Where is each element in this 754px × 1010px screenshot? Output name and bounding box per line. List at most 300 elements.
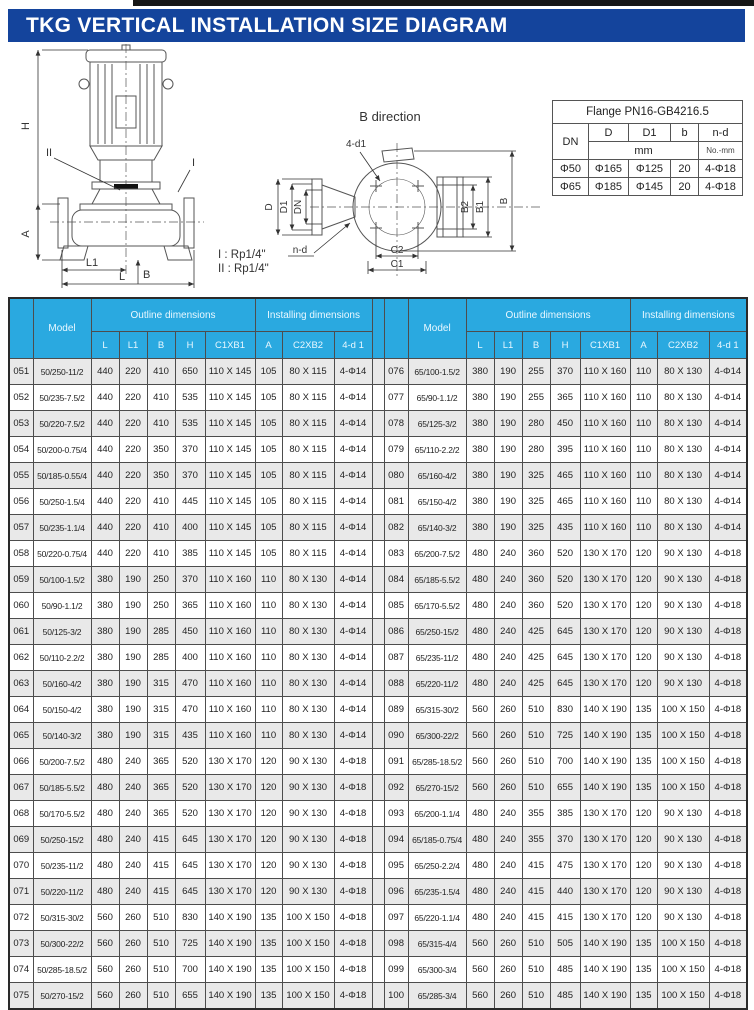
dim-l1: 220 [119,489,147,515]
dim-b: 510 [147,957,175,983]
table-gap-cell [372,671,384,697]
dim-a: 120 [630,853,657,879]
dim-l: 480 [466,567,494,593]
dim-l: 380 [466,359,494,385]
dim-a: 105 [255,515,282,541]
model-cell: 50/250-1.5/4 [33,489,91,515]
dim-4d1: 4-Φ18 [709,723,747,749]
dim-c1xb1: 130 X 170 [580,593,630,619]
model-cell: 65/125-3/2 [408,411,466,437]
dim-c2xb2: 80 X 130 [657,385,709,411]
dim-a: 110 [255,723,282,749]
model-cell: 65/220-11/2 [408,671,466,697]
dim-c1xb1: 140 X 190 [580,983,630,1010]
row-no: 074 [9,957,33,983]
dim-b: 350 [147,437,175,463]
table-row [9,983,747,1010]
dim-l: 560 [91,957,119,983]
dim-l: 480 [91,853,119,879]
dim-l1: 240 [494,645,522,671]
dim-4d1: 4-Φ14 [334,567,372,593]
dim-l: 380 [91,723,119,749]
table-gap-cell [372,619,384,645]
row-no: 078 [384,411,408,437]
dim-b: 415 [147,853,175,879]
dim-c2xb2: 90 X 130 [657,541,709,567]
table-gap-cell [372,853,384,879]
model-cell: 50/220-0.75/4 [33,541,91,567]
dim-b: 315 [147,723,175,749]
dim-4d1: 4-Φ18 [709,749,747,775]
model-cell: 50/285-18.5/2 [33,957,91,983]
pump-front-view-drawing [8,44,240,296]
dim-l1: 260 [119,905,147,931]
dim-h: 370 [175,437,205,463]
dim-c1xb1: 130 X 170 [580,879,630,905]
flange-col-d: D [589,124,629,142]
row-no: 095 [384,853,408,879]
dim-b: 325 [522,463,550,489]
dim-b: 365 [147,775,175,801]
dim-h: 470 [175,671,205,697]
dim-c1xb1: 140 X 190 [580,723,630,749]
dim-b: 315 [147,671,175,697]
subcol-h-header: H [175,332,205,359]
dim-l: 480 [466,593,494,619]
dim-c1xb1: 110 X 160 [205,593,255,619]
subcol-b-header: B [147,332,175,359]
dim-c2xb2: 80 X 130 [282,619,334,645]
dim-c1xb1: 130 X 170 [580,567,630,593]
dim-l1: 240 [494,853,522,879]
dim-c2xb2: 90 X 130 [657,567,709,593]
flange-col-d1: D1 [629,124,671,142]
dim-b: 410 [147,541,175,567]
dim-a: 110 [630,489,657,515]
dim-l: 480 [91,801,119,827]
flange-d-value: Φ185 [589,178,629,196]
port-label-i: I [192,157,196,169]
dim-4d1: 4-Φ14 [709,489,747,515]
label-c1: C1 [390,259,404,270]
dim-c2xb2: 80 X 130 [657,359,709,385]
dim-l1: 220 [119,411,147,437]
subcol-c2xb2-header: C2XB2 [282,332,334,359]
row-no: 053 [9,411,33,437]
dim-4d1: 4-Φ18 [709,645,747,671]
installing-dimensions-header: Installing dimensions [255,298,372,332]
flange-nd-value: 4-Φ18 [699,178,743,196]
row-no: 077 [384,385,408,411]
row-no: 080 [384,463,408,489]
dim-c1xb1: 110 X 145 [205,541,255,567]
dim-c1xb1: 110 X 160 [580,437,630,463]
table-row [9,801,747,827]
dim-h: 435 [175,723,205,749]
dim-a: 135 [255,931,282,957]
dim-c2xb2: 80 X 115 [282,489,334,515]
model-cell: 50/220-7.5/2 [33,411,91,437]
row-no: 051 [9,359,33,385]
dim-l1: 240 [119,775,147,801]
dim-c1xb1: 110 X 145 [205,411,255,437]
label-dn: DN [293,199,304,215]
table-row [9,749,747,775]
dim-c2xb2: 100 X 150 [657,697,709,723]
top-dark-strip [133,0,754,6]
dim-b: 255 [522,359,550,385]
dim-a: 120 [630,619,657,645]
model-cell: 65/270-15/2 [408,775,466,801]
dim-l1: 240 [119,879,147,905]
outline-dimensions-header: Outline dimensions [466,298,630,332]
dim-c2xb2: 100 X 150 [282,957,334,983]
dim-c1xb1: 130 X 170 [580,801,630,827]
dim-4d1: 4-Φ18 [334,983,372,1010]
installing-dimensions-header: Installing dimensions [630,298,747,332]
dim-a: 110 [630,463,657,489]
dim-l1: 240 [494,801,522,827]
table-gap-cell [372,749,384,775]
dim-l: 380 [91,645,119,671]
row-no: 100 [384,983,408,1010]
dim-a: 135 [255,905,282,931]
row-no: 066 [9,749,33,775]
row-no-header [9,298,33,359]
model-cell: 65/285-18.5/2 [408,749,466,775]
dim-h: 700 [175,957,205,983]
dim-b: 410 [147,359,175,385]
table-row [9,593,747,619]
dim-a: 110 [630,411,657,437]
dim-b: 510 [522,749,550,775]
dim-c1xb1: 110 X 145 [205,385,255,411]
row-no: 098 [384,931,408,957]
model-cell: 65/315-30/2 [408,697,466,723]
dim-l: 560 [466,697,494,723]
model-cell: 65/185-0.75/4 [408,827,466,853]
table-gap-cell [372,437,384,463]
dim-4d1: 4-Φ14 [334,515,372,541]
model-cell: 50/200-0.75/4 [33,437,91,463]
dim-b: 410 [147,515,175,541]
dim-c2xb2: 100 X 150 [282,905,334,931]
dim-b: 255 [522,385,550,411]
dim-c2xb2: 80 X 115 [282,385,334,411]
dim-c1xb1: 140 X 190 [580,749,630,775]
dim-a: 120 [630,879,657,905]
dim-h: 645 [550,645,580,671]
dim-b: 415 [147,879,175,905]
dim-4d1: 4-Φ18 [709,801,747,827]
table-row [9,853,747,879]
dim-h: 650 [175,359,205,385]
dim-l1: 260 [494,931,522,957]
dim-c2xb2: 100 X 150 [657,957,709,983]
dim-c2xb2: 90 X 130 [282,879,334,905]
dim-label-l: L [118,271,126,283]
dim-h: 465 [550,463,580,489]
dim-c2xb2: 100 X 150 [282,983,334,1010]
table-gap-cell [372,775,384,801]
dim-a: 105 [255,437,282,463]
dim-4d1: 4-Φ14 [334,593,372,619]
table-gap-cell [372,515,384,541]
row-no: 062 [9,645,33,671]
dim-b: 425 [522,619,550,645]
outline-dimensions-header: Outline dimensions [91,298,255,332]
row-no: 056 [9,489,33,515]
model-header: Model [408,298,466,359]
dim-4d1: 4-Φ14 [334,645,372,671]
dim-c1xb1: 110 X 160 [580,489,630,515]
subcol-c1xb1-header: C1XB1 [205,332,255,359]
dim-l: 440 [91,541,119,567]
dim-b: 510 [522,957,550,983]
dim-h: 435 [550,515,580,541]
row-no: 057 [9,515,33,541]
table-gap-cell [372,645,384,671]
dim-h: 645 [550,671,580,697]
table-gap-cell [372,541,384,567]
dim-l1: 190 [119,645,147,671]
dim-a: 105 [255,489,282,515]
dim-a: 120 [630,567,657,593]
model-cell: 65/315-4/4 [408,931,466,957]
dim-l: 480 [466,905,494,931]
dim-c2xb2: 90 X 130 [657,905,709,931]
dim-4d1: 4-Φ18 [334,827,372,853]
dim-4d1: 4-Φ14 [334,671,372,697]
model-cell: 50/110-2.2/2 [33,645,91,671]
dim-b: 280 [522,411,550,437]
dim-c1xb1: 130 X 170 [580,671,630,697]
dim-l: 380 [466,411,494,437]
dim-l1: 190 [494,515,522,541]
dim-c1xb1: 110 X 145 [205,359,255,385]
dim-l: 560 [466,723,494,749]
row-no: 075 [9,983,33,1010]
dim-l1: 190 [119,723,147,749]
note-port-i: I : Rp1/4" [218,249,266,261]
dim-4d1: 4-Φ14 [709,515,747,541]
model-cell: 65/300-22/2 [408,723,466,749]
dim-4d1: 4-Φ18 [709,957,747,983]
dim-h: 365 [175,593,205,619]
dim-c1xb1: 130 X 170 [205,749,255,775]
subcol-4d1-header: 4-d 1 [334,332,372,359]
dim-c1xb1: 130 X 170 [205,879,255,905]
row-no: 081 [384,489,408,515]
b-direction-drawing [230,95,552,287]
dim-h: 400 [175,515,205,541]
dim-l: 440 [91,385,119,411]
dim-4d1: 4-Φ18 [709,827,747,853]
dim-l: 480 [466,619,494,645]
dim-4d1: 4-Φ14 [334,359,372,385]
dim-c1xb1: 110 X 160 [580,359,630,385]
dim-a: 135 [255,957,282,983]
model-cell: 65/160-4/2 [408,463,466,489]
dim-b: 415 [522,905,550,931]
port-thread-notes [218,248,269,276]
dim-l1: 190 [119,567,147,593]
table-row [9,463,747,489]
dim-a: 110 [255,593,282,619]
dim-4d1: 4-Φ18 [334,775,372,801]
dim-a: 120 [255,749,282,775]
row-no: 070 [9,853,33,879]
dim-c2xb2: 90 X 130 [282,827,334,853]
dim-l1: 240 [119,853,147,879]
row-no: 054 [9,437,33,463]
dim-b: 280 [522,437,550,463]
dim-c1xb1: 130 X 170 [205,853,255,879]
dim-c2xb2: 90 X 130 [657,671,709,697]
label-n-d: n-d [292,245,308,256]
dim-c1xb1: 110 X 145 [205,437,255,463]
dim-c2xb2: 100 X 150 [657,749,709,775]
dim-a: 110 [255,567,282,593]
dim-4d1: 4-Φ18 [334,905,372,931]
model-cell: 50/200-7.5/2 [33,749,91,775]
flange-col-nd: n-d [699,124,743,142]
dim-c2xb2: 90 X 130 [657,619,709,645]
flange-d1-value: Φ145 [629,178,671,196]
dim-h: 520 [550,567,580,593]
dim-l: 380 [91,697,119,723]
dim-c1xb1: 130 X 170 [580,541,630,567]
model-cell: 65/140-3/2 [408,515,466,541]
table-row [9,827,747,853]
dim-c1xb1: 140 X 190 [205,983,255,1010]
dim-b: 410 [147,489,175,515]
flange-b-value: 20 [671,178,699,196]
dim-a: 135 [630,697,657,723]
dim-4d1: 4-Φ18 [709,541,747,567]
table-gap-cell [372,359,384,385]
dim-c1xb1: 110 X 160 [205,697,255,723]
flange-col-dn: DN [553,124,589,160]
dim-h: 440 [550,879,580,905]
dim-c2xb2: 80 X 130 [282,697,334,723]
dim-h: 645 [175,853,205,879]
dim-a: 110 [255,619,282,645]
row-no: 086 [384,619,408,645]
port-label-ii: II [46,147,53,159]
dim-h: 445 [175,489,205,515]
model-cell: 65/250-2.2/4 [408,853,466,879]
dim-h: 400 [175,645,205,671]
table-gap-cell [372,827,384,853]
dim-a: 135 [255,983,282,1010]
label-b2: B2 [460,200,471,214]
flange-unit-no-mm: No.-mm [699,142,743,160]
dim-a: 110 [630,385,657,411]
dim-4d1: 4-Φ14 [334,437,372,463]
table-row [9,359,747,385]
dim-a: 110 [255,697,282,723]
dim-l: 380 [91,671,119,697]
dim-h: 520 [550,593,580,619]
dim-l: 560 [466,775,494,801]
row-no: 089 [384,697,408,723]
dim-a: 120 [630,801,657,827]
dim-a: 120 [630,593,657,619]
dim-c1xb1: 130 X 170 [205,827,255,853]
dim-c2xb2: 80 X 130 [282,567,334,593]
table-row [9,957,747,983]
dim-a: 110 [255,645,282,671]
dim-b: 360 [522,567,550,593]
dim-4d1: 4-Φ18 [334,749,372,775]
dim-h: 645 [550,619,580,645]
dim-l1: 240 [494,879,522,905]
dim-label-l1: L1 [85,257,99,269]
dim-b: 355 [522,827,550,853]
row-no: 091 [384,749,408,775]
row-no: 061 [9,619,33,645]
dim-l: 480 [91,749,119,775]
row-no: 058 [9,541,33,567]
subcol-b-header: B [522,332,550,359]
dim-l1: 190 [494,489,522,515]
dim-l1: 240 [494,541,522,567]
dim-a: 135 [630,775,657,801]
dim-c1xb1: 140 X 190 [205,931,255,957]
flange-table-title: Flange PN16-GB4216.5 [553,101,743,124]
dim-b: 285 [147,645,175,671]
table-gap-cell [372,879,384,905]
row-no: 076 [384,359,408,385]
row-no: 069 [9,827,33,853]
dim-c1xb1: 130 X 170 [205,801,255,827]
row-no: 071 [9,879,33,905]
dim-4d1: 4-Φ14 [709,463,747,489]
model-cell: 50/185-5.5/2 [33,775,91,801]
dim-l1: 190 [119,593,147,619]
dim-l1: 190 [494,437,522,463]
table-row [9,385,747,411]
dim-4d1: 4-Φ18 [709,905,747,931]
dim-l: 380 [91,593,119,619]
dim-b: 250 [147,593,175,619]
dim-a: 105 [255,411,282,437]
dim-l: 440 [91,463,119,489]
table-row [9,723,747,749]
table-row [9,775,747,801]
table-gap-cell [372,957,384,983]
flange-nd-value: 4-Φ18 [699,160,743,178]
model-cell: 50/300-22/2 [33,931,91,957]
dim-c1xb1: 130 X 170 [205,775,255,801]
dim-h: 485 [550,957,580,983]
dim-c1xb1: 110 X 160 [580,411,630,437]
row-no: 084 [384,567,408,593]
dim-c1xb1: 110 X 160 [580,515,630,541]
dim-c2xb2: 90 X 130 [282,775,334,801]
dim-c2xb2: 80 X 115 [282,463,334,489]
dim-l: 440 [91,489,119,515]
dim-c1xb1: 110 X 145 [205,515,255,541]
dim-a: 105 [255,541,282,567]
dim-l: 440 [91,437,119,463]
dim-h: 365 [550,385,580,411]
dim-h: 520 [175,801,205,827]
table-gap-cell [372,697,384,723]
dim-h: 725 [175,931,205,957]
label-b: B [499,197,510,205]
